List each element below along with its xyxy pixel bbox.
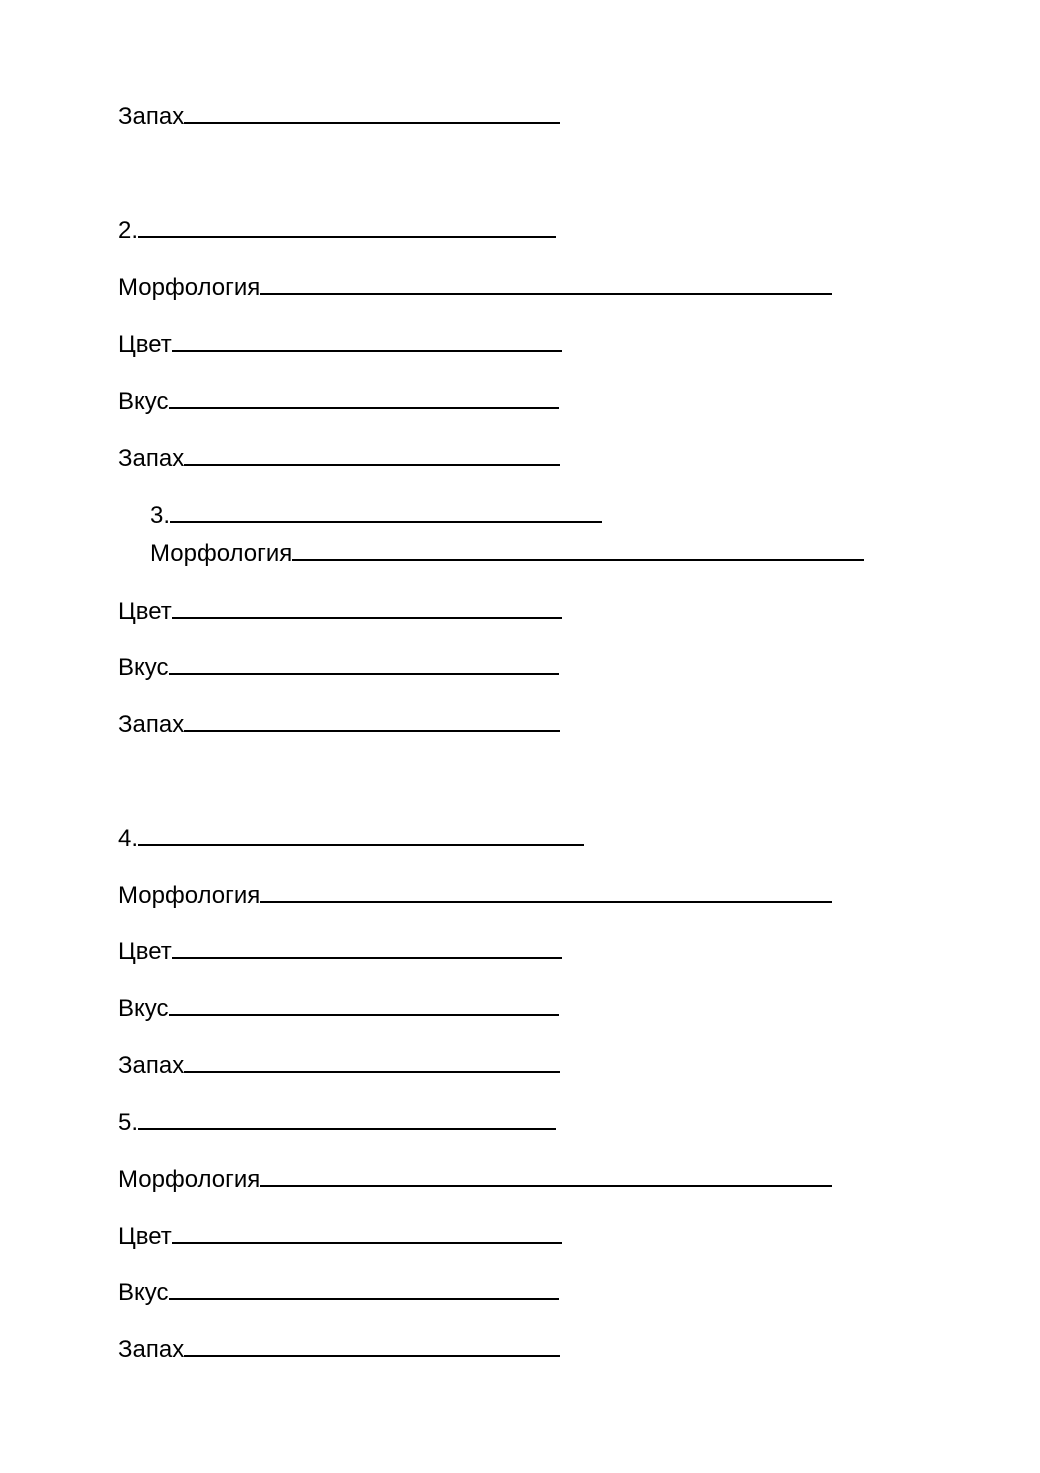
field-morphology-5 <box>118 1163 832 1193</box>
field-label: Запах <box>118 1336 185 1363</box>
field-label: Запах <box>118 1052 185 1079</box>
field-smell-1 <box>118 100 560 130</box>
field-label: Запах <box>118 445 185 472</box>
field-morphology-4 <box>118 879 832 909</box>
field-label: Вкус <box>118 654 169 681</box>
answer-blank[interactable] <box>169 651 559 675</box>
item-number-label: 2. <box>118 217 139 244</box>
answer-blank[interactable] <box>169 1276 559 1300</box>
answer-blank[interactable] <box>172 1220 562 1244</box>
item-number-label: 4. <box>118 825 139 852</box>
answer-blank[interactable] <box>172 595 562 619</box>
item-number-4 <box>118 822 584 852</box>
field-label: Запах <box>118 103 185 130</box>
answer-blank[interactable] <box>184 442 560 466</box>
answer-blank[interactable] <box>170 499 602 523</box>
answer-blank[interactable] <box>138 1106 556 1130</box>
field-label: Морфология <box>118 882 261 909</box>
answer-blank[interactable] <box>172 328 562 352</box>
item-number-2 <box>118 214 556 244</box>
item-number-label: 3. <box>150 502 171 529</box>
field-color-5 <box>118 1220 562 1250</box>
answer-blank[interactable] <box>172 935 562 959</box>
field-label: Цвет <box>118 1223 172 1250</box>
field-taste-4 <box>118 992 559 1022</box>
field-color-4 <box>118 935 562 965</box>
field-taste-5 <box>118 1276 559 1306</box>
field-label: Цвет <box>118 598 172 625</box>
field-label: Вкус <box>118 388 169 415</box>
answer-blank[interactable] <box>292 537 864 561</box>
answer-blank[interactable] <box>169 385 559 409</box>
field-label: Морфология <box>150 540 293 567</box>
answer-blank[interactable] <box>184 1333 560 1357</box>
field-morphology-2 <box>118 271 832 301</box>
answer-blank[interactable] <box>260 879 832 903</box>
field-taste-2 <box>118 385 559 415</box>
field-label: Морфология <box>118 1166 261 1193</box>
answer-blank[interactable] <box>184 100 560 124</box>
field-smell-5 <box>118 1333 560 1363</box>
answer-blank[interactable] <box>184 708 560 732</box>
field-color-3 <box>118 595 562 625</box>
field-morphology-3 <box>150 537 864 567</box>
answer-blank[interactable] <box>184 1049 560 1073</box>
answer-blank[interactable] <box>169 992 559 1016</box>
item-number-5 <box>118 1106 556 1136</box>
item-number-label: 5. <box>118 1109 139 1136</box>
field-label: Запах <box>118 711 185 738</box>
field-label: Цвет <box>118 938 172 965</box>
item-number-3 <box>150 499 602 529</box>
answer-blank[interactable] <box>138 822 584 846</box>
field-smell-3 <box>118 708 560 738</box>
field-smell-4 <box>118 1049 560 1079</box>
answer-blank[interactable] <box>260 1163 832 1187</box>
field-label: Вкус <box>118 1279 169 1306</box>
answer-blank[interactable] <box>260 271 832 295</box>
field-color-2 <box>118 328 562 358</box>
field-taste-3 <box>118 651 559 681</box>
answer-blank[interactable] <box>138 214 556 238</box>
field-label: Морфология <box>118 274 261 301</box>
field-smell-2 <box>118 442 560 472</box>
field-label: Вкус <box>118 995 169 1022</box>
field-label: Цвет <box>118 331 172 358</box>
